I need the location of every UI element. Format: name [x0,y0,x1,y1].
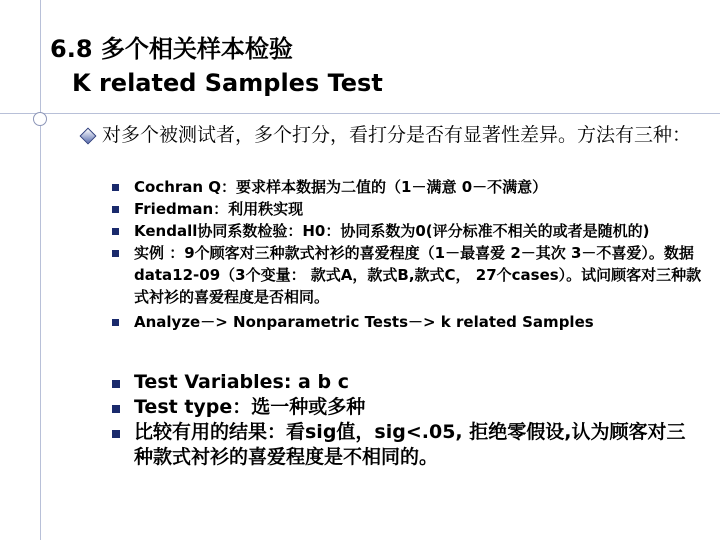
list-item [112,395,702,420]
item-text-kendall: Kendall协同系数检验：H0：协同系数为0(评分标准不相关的或者是随机的) [134,222,650,240]
square-bullet-icon [112,228,119,235]
square-bullet-icon [112,405,120,413]
diamond-bullet-icon [80,128,97,145]
horizontal-rule [0,113,720,114]
sub-bullet-list-small [112,176,702,333]
level1-text: 对多个被测试者，多个打分，看打分是否有显著性差异。方法有三种： [102,124,692,146]
list-item [112,370,702,395]
list-item [112,176,702,198]
title-line-1: 6.8 多个相关样本检验 [50,35,293,63]
list-item [112,220,702,242]
vertical-rule [40,0,41,540]
square-bullet-icon [112,319,119,326]
list-item [112,420,702,470]
square-bullet-icon [112,206,119,213]
item-text-cochran: Cochran Q：要求样本数据为二值的（1－满意 0－不满意） [134,178,548,196]
item-text-analyze-path: Analyze－> Nonparametric Tests－> k related Samples [134,313,594,331]
sub-bullet-list-large [112,370,702,470]
square-bullet-icon [112,184,119,191]
square-bullet-icon [112,250,119,257]
item-text-test-type: Test type：选一种或多种 [134,396,366,418]
list-item [112,242,702,308]
item-text-result: 比较有用的结果：看sig值，sig<.05, 拒绝零假设,认为顾客对三种款式衬衫的喜爱程度是不相同的。 [134,421,686,468]
title-line-2: K related Samples Test [72,69,383,97]
item-text-example: 实例 ：9个顾客对三种款式衬衫的喜爱程度（1－最喜爱 2－其次 3－不喜爱）。数据data12-09（3个变量： 款式A，款式B,款式C， 27个cases）。试问顾客对三种款式衬衫的喜爱程度是否相同。 [134,244,702,306]
rule-junction-circle [33,112,47,126]
slide-title [50,32,383,100]
item-text-friedman: Friedman：利用秩实现 [134,200,304,218]
item-text-test-variables: Test Variables: a b c [134,371,349,393]
list-item [112,198,702,220]
square-bullet-icon [112,430,120,438]
list-item [112,311,702,333]
square-bullet-icon [112,380,120,388]
level1-bullet [82,122,702,148]
